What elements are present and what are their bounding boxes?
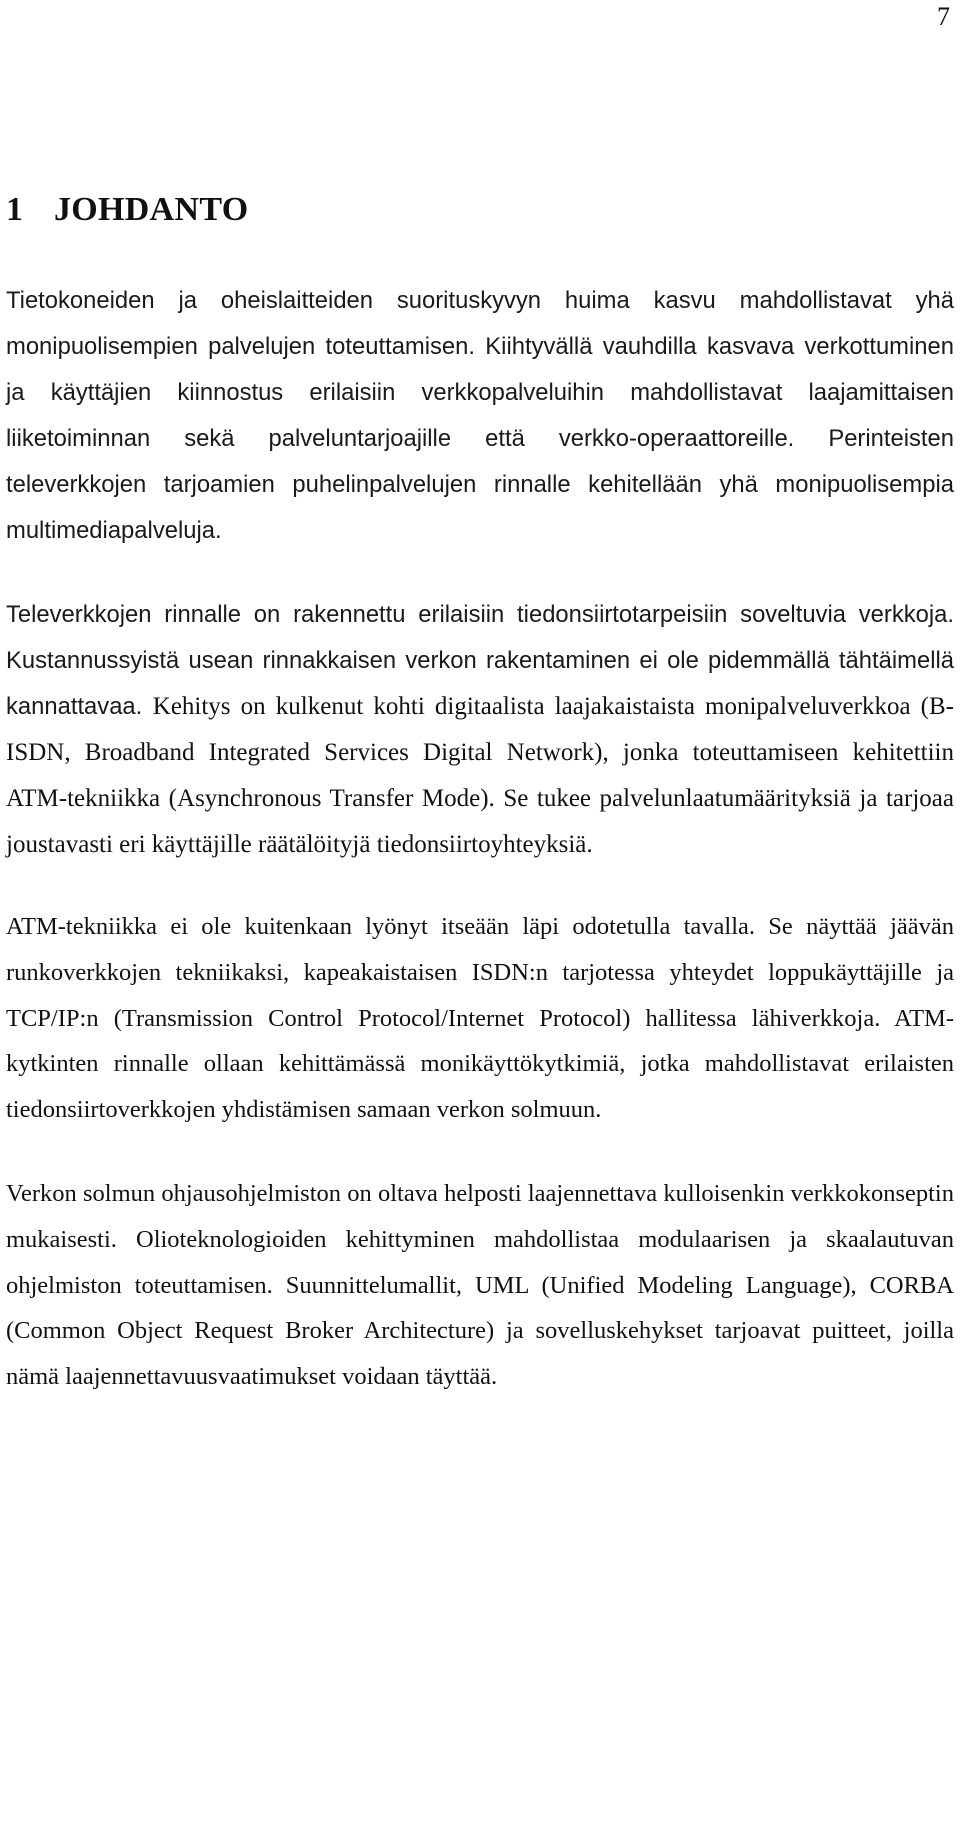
- chapter-heading: [6, 190, 248, 230]
- paragraph-3: ATM-tekniikka ei ole kuitenkaan lyönyt itseään läpi odotetulla tavalla. Se näyttää jäävän runkoverkkojen tekniikaksi, kapeakaistaisen ISDN:n tarjotessa yhteydet loppukäyttäjille ja TCP/IP:n (Transmission Control Protocol/Internet Protocol) hallitessa lähiverkkoja. ATM-kytkinten rinnalle ollaan kehittämässä monikäyttökytkimiä, jotka mahdollistavat erilaisten tiedonsiirtoverkkojen yhdistämisen samaan verkon solmuun.: [6, 913, 954, 1124]
- paragraph-1: Tietokoneiden ja oheislaitteiden suorituskyvyn huima kasvu mahdollistavat yhä monipuolisempien palvelujen toteuttamisen. Kiihtyvällä vauhdilla kasvava verkottuminen ja käyttäjien kiinnostus erilaisiin verkkopalveluihin mahdollistavat laajamittaisen liiketoiminnan sekä palveluntarjoajille että verkko-operaattoreille. Perinteisten televerkkojen tarjoamien puhelinpalvelujen rinnalle kehitellään yhä monipuolisempia multimediapalveluja.: [6, 287, 954, 544]
- page-number: 7: [937, 2, 950, 31]
- paragraph-2: [6, 592, 954, 868]
- paragraph-2-serif-part: Kehitys on kulkenut kohti digitaalista laajakaistaista monipalveluverkkoa (B-ISDN, Broadband Integrated Services Digital Network), jonka toteuttamiseen kehitettiin ATM-tekniikka (Asynchronous Transfer Mode). Se tukee palvelunlaatumäärityksiä ja tarjoaa joustavasti eri käyttäjille räätälöityjä tiedonsiirtoyhteyksiä.: [6, 693, 954, 858]
- chapter-title: JOHDANTO: [54, 191, 249, 228]
- chapter-number: 1: [6, 191, 24, 228]
- paragraph-4: Verkon solmun ohjausohjelmiston on oltava helposti laajennettava kulloisenkin verkkokonseptin mukaisesti. Olioteknologioiden kehittyminen mahdollistaa modulaarisen ja skaalautuvan ohjelmiston toteuttamisen. Suunnittelumallit, UML (Unified Modeling Language), CORBA (Common Object Request Broker Architecture) ja sovelluskehykset tarjoavat puitteet, joilla nämä laajennettavuusvaatimukset voidaan täyttää.: [6, 1179, 954, 1391]
- body-text: [6, 278, 954, 1438]
- paragraph-2-sans-part: Televerkkojen rinnalle on rakennettu erilaisiin tiedonsiirtotarpeisiin soveltuvia verkkoja. Kustannussyistä usean rinnakkaisen verkon rakentaminen ei ole pidemmällä tähtäimellä kannattavaa.: [6, 601, 954, 720]
